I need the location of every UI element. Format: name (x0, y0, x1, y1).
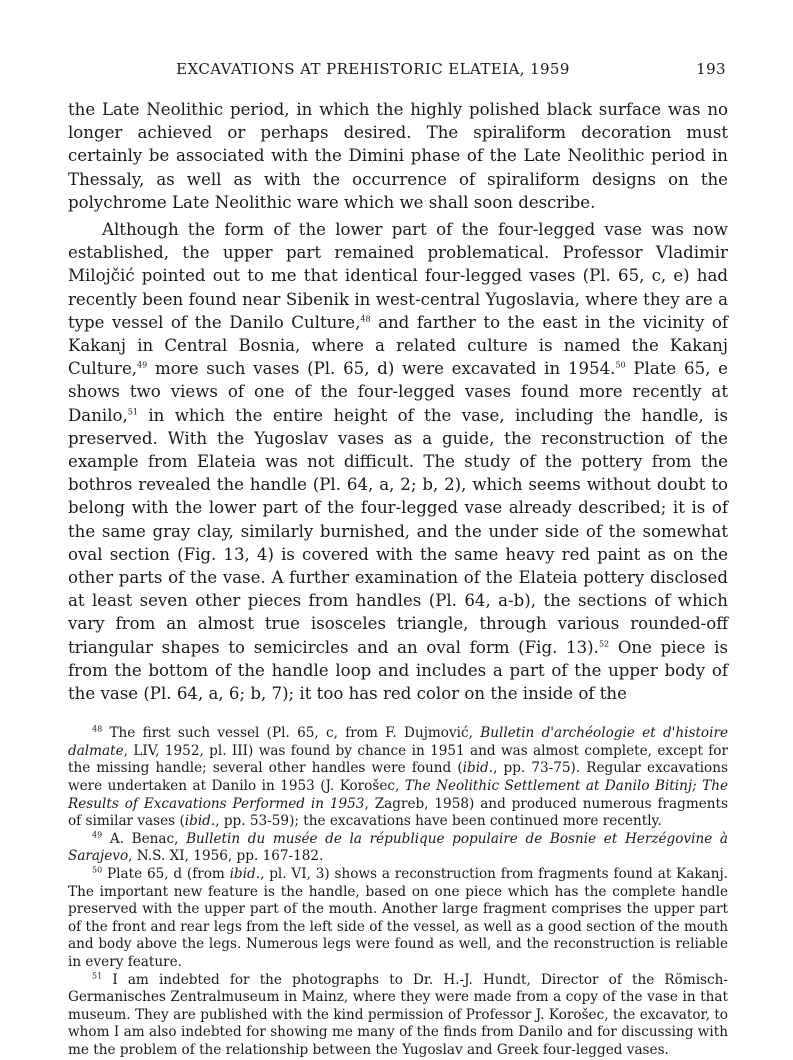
paragraph-2-text-b: and farther to the east in the vicinity of Kakanj in Central Bosnia, where a related culture is named the Kakanj Culture, (68, 312, 728, 379)
footnote-48-ibid: ibid. (184, 813, 216, 830)
footnote-48-text: , Zagreb, 1958) and produced numerous fragments of similar vases ( (68, 795, 728, 830)
footnote-49-text: , N.S. XI, 1956, pp. 167-182. (128, 848, 324, 865)
footnote-49-text: A. Benac, (102, 830, 187, 847)
footnote-48-ibid: ibid. (462, 760, 494, 777)
footnote-number-49: 49 (92, 830, 103, 840)
footnotes (68, 725, 728, 1059)
footnote-50 (68, 866, 728, 972)
footnote-48-text: , pp. 73-75). Regular excavations were undertaken at Danilo in 1953 (J. Korošec, (68, 760, 728, 795)
footnote-ref-50[interactable]: 50 (615, 360, 626, 370)
paragraph-2-text-f: One piece is from the bottom of the handle loop and includes a part of the upper body of the vase (Pl. 64, a, 6; b, 7); it too has red color on the inside of the (68, 637, 728, 704)
paragraph-2-text-e: in which the entire height of the vase, including the handle, is preserved. With the Yugoslav vases as a guide, the reconstruction of the example from Elateia was not difficult. The study of the pottery from the bothros revealed the handle (Pl. 64, a, 2; b, 2), which seems without doubt to belong with the lower part of the four-legged vase already described; it is of the same gray clay, similarly burnished, and the under side of the somewhat oval section (Fig. 13, 4) is covered with the same heavy red paint as on the other parts of the vase. A further examination of the Elateia pottery disclosed at least seven other pieces from handles (Pl. 64, a-b), the sections of which vary from an almost true isosceles triangle, through various rounded-off triangular shapes to semicircles and an oval form (Fig. 13). (68, 405, 728, 657)
footnote-50-ibid: ibid. (229, 866, 261, 883)
footnote-49-citation: Bulletin du musée de la république populaire de Bosnie et Herzégovine à Sarajevo (68, 830, 728, 865)
paragraph-1: the Late Neolithic period, in which the highly polished black surface was no longer achieved or perhaps desired. The spiraliform decoration must certainly be associated with the Dimini phase of the Late Neolithic period in Thessaly, as well as with the occurrence of spiraliform designs on the polychrome Late Neolithic ware which we shall soon describe. (68, 100, 728, 212)
footnote-48-citation: The Neolithic Settlement at Danilo Bitinj; The Results of Excavations Performed in 1953 (68, 778, 728, 812)
footnote-ref-48[interactable]: 48 (360, 314, 371, 324)
running-header (68, 60, 728, 88)
footnote-48-text: , LIV, 1952, pl. III) was found by chance in 1951 and was almost complete, except for the missing handle; several other handles were found ( (68, 742, 728, 777)
main-text (68, 98, 728, 705)
footnote-ref-51[interactable]: 51 (127, 407, 138, 417)
paragraph-2-text-c: more such vases (Pl. 65, d) were excavated in 1954. (147, 359, 616, 379)
footnote-48-text: The first such vessel (Pl. 65, c, from F. Dujmović, (102, 725, 481, 742)
footnote-48 (68, 725, 728, 831)
paragraph-2-text-a: Although the form of the lower part of the four-legged vase was now established, the upper part remained problematical. Professor Vladimir Milojčić pointed out to me that identical four-legged vases (Pl. 65, c, e) had recently been found near Sibenik in west-central Yugoslavia, where they are a type vessel of the Danilo Culture, (68, 220, 728, 332)
footnote-49 (68, 831, 728, 866)
footnote-ref-49[interactable]: 49 (137, 360, 148, 370)
footnote-number-50: 50 (92, 865, 103, 875)
footnote-number-48: 48 (92, 724, 103, 734)
footnote-number-51: 51 (92, 971, 103, 981)
footnote-50-text: Plate 65, d (from (102, 866, 230, 883)
page (68, 60, 728, 1060)
footnote-ref-52[interactable]: 52 (598, 639, 610, 649)
footnote-51 (68, 972, 728, 1060)
page-number: 193 (696, 60, 726, 78)
paragraph-2 (68, 218, 728, 705)
footnote-51-text: I am indebted for the photographs to Dr. H.-J. Hundt, Director of the Römisch-Germanisches Zentralmuseum in Mainz, where they were made from a copy of the vase in that museum. They are published with the kind permission of Professor J. Korošec, the excavator, to whom I am also indebted for showing me many of the finds from Danilo and for discussing with me the problem of the relationship between the Yugoslav and Greek four-legged vases. (68, 971, 728, 1058)
paragraph-2-text-d: Plate 65, e shows two views of one of the four-legged vases found more recently at Danilo, (68, 359, 728, 425)
footnote-48-citation: Bulletin d'archéologie et d'histoire dalmate (68, 725, 728, 759)
footnote-48-text: , pp. 53-59); the excavations have been continued more recently. (215, 813, 662, 830)
footnote-50-text: , pl. VI, 3) shows a reconstruction from fragments found at Kakanj. The important new feature is the handle, based on one piece which has the complete handle preserved with the upper part of the mouth. Another large fragment comprises the upper part of the front and rear legs from the left side of the vessel, as well as a good section of the mouth and body above the legs. Numerous legs were found as well, and the reconstruction is reliable in every feature. (68, 866, 728, 970)
running-title: EXCAVATIONS AT PREHISTORIC ELATEIA, 1959 (176, 60, 570, 78)
